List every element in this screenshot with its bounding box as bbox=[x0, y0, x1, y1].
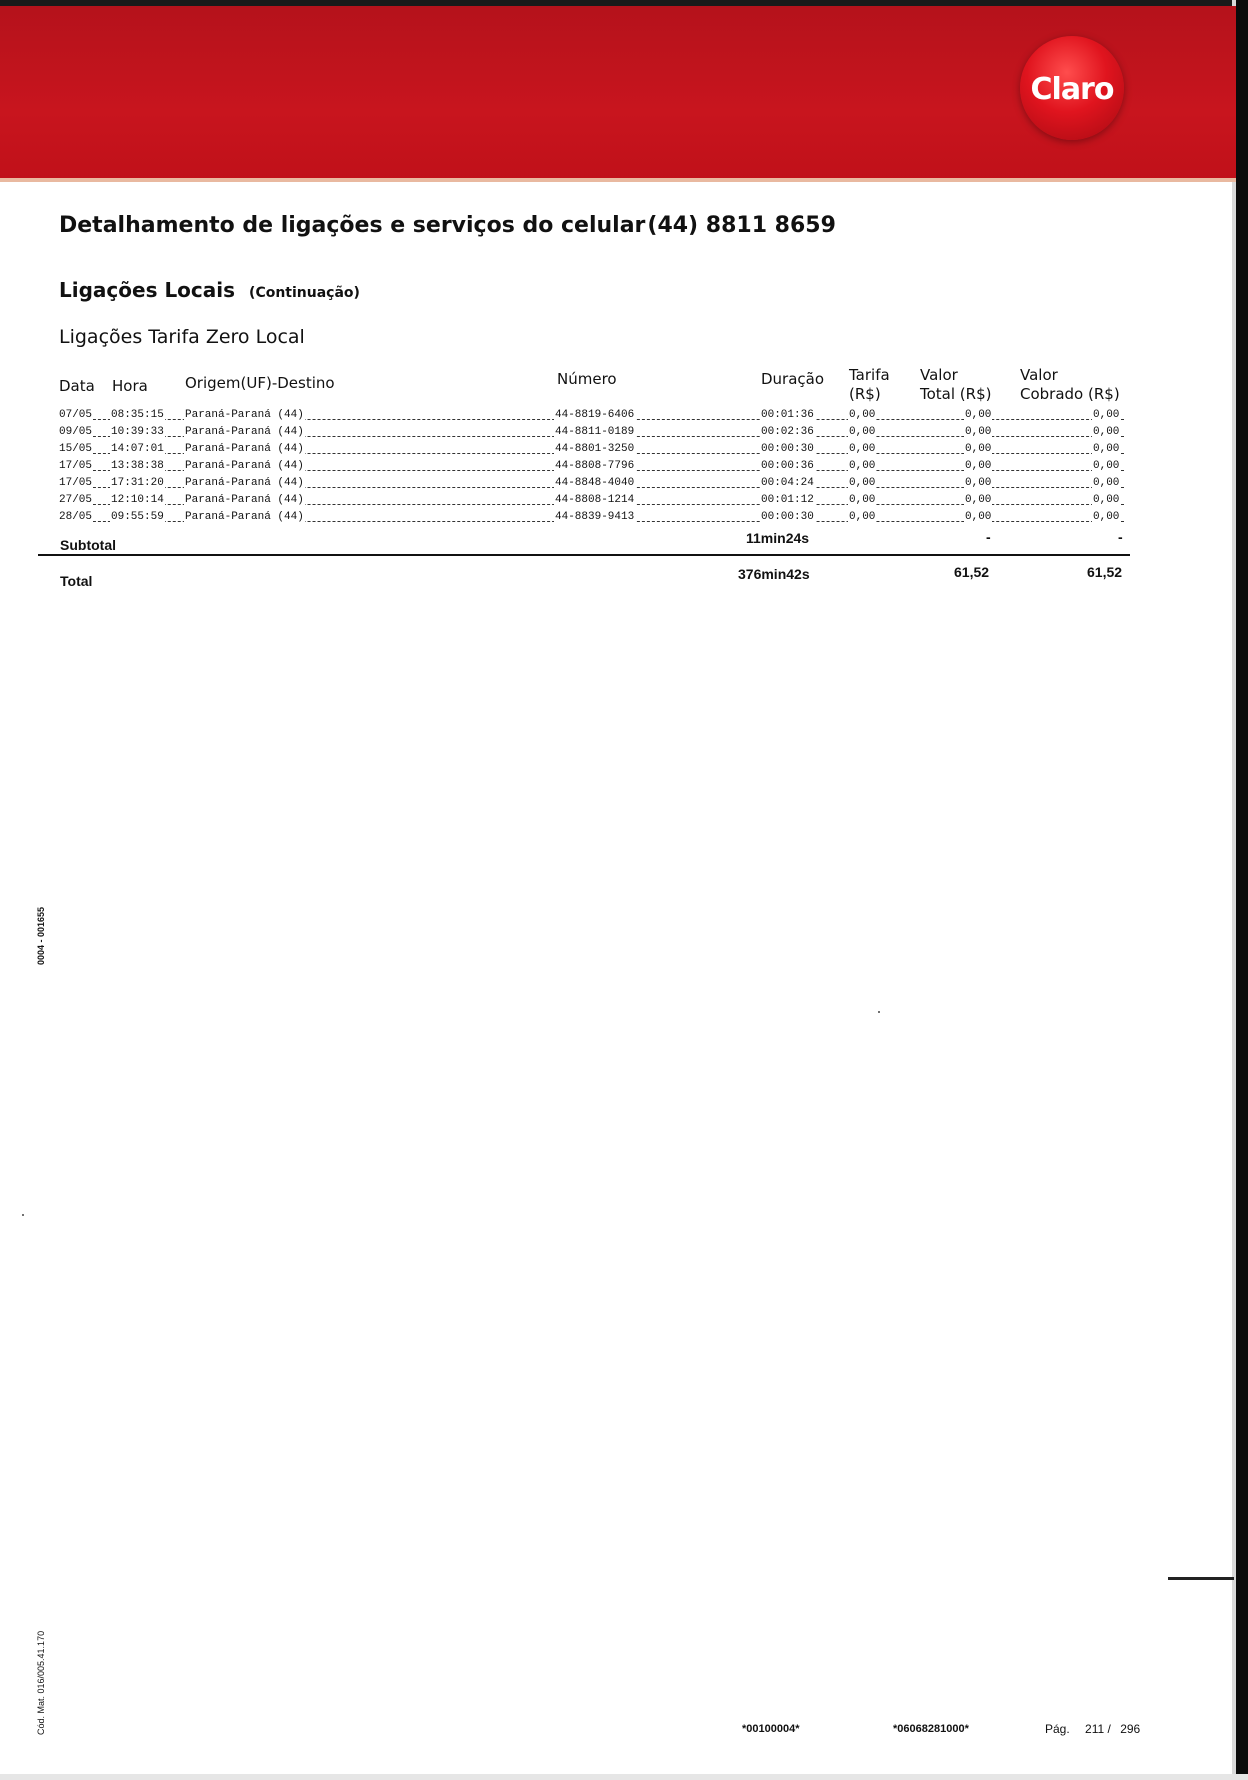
cell-valor-cobrado: 0,00 bbox=[1093, 426, 1120, 438]
cell-numero: 44-8808-1214 bbox=[555, 494, 635, 506]
cell-origem: Paraná-Paraná (44) bbox=[185, 494, 304, 506]
total-valor-total: 61,52 bbox=[954, 564, 990, 580]
cell-numero: 44-8839-9413 bbox=[555, 511, 635, 523]
cell-hora: 09:55:59 bbox=[111, 511, 164, 523]
margin-dash-mark bbox=[1168, 1577, 1234, 1580]
cell-origem: Paraná-Paraná (44) bbox=[185, 477, 304, 489]
cell-hora: 14:07:01 bbox=[111, 443, 164, 455]
cell-origem: Paraná-Paraná (44) bbox=[185, 460, 304, 472]
footer-page-label: Pág. bbox=[1045, 1722, 1070, 1736]
col-header-hora: Hora bbox=[112, 377, 148, 395]
subsection-title: Ligações Tarifa Zero Local bbox=[59, 326, 305, 348]
cell-data: 17/05 bbox=[59, 460, 93, 472]
section-title-text: Ligações Locais bbox=[59, 278, 236, 302]
scan-border-bottom bbox=[0, 1774, 1248, 1780]
cell-hora: 10:39:33 bbox=[111, 426, 164, 438]
footer-code-1: *00100004* bbox=[742, 1723, 800, 1735]
subtotal-valor-cobrado: - bbox=[1118, 529, 1123, 545]
document-phone: (44) 8811 8659 bbox=[647, 213, 836, 238]
table-row bbox=[58, 425, 1124, 441]
section-continuation: (Continuação) bbox=[249, 285, 360, 301]
subtotal-valor-total: - bbox=[986, 529, 991, 545]
footer-page-current: 211 bbox=[1085, 1722, 1105, 1736]
cell-tarifa: 0,00 bbox=[849, 426, 876, 438]
cell-tarifa: 0,00 bbox=[849, 511, 876, 523]
cell-numero: 44-8811-0189 bbox=[555, 426, 635, 438]
cell-origem: Paraná-Paraná (44) bbox=[185, 443, 304, 455]
cell-tarifa: 0,00 bbox=[849, 477, 876, 489]
cell-numero: 44-8808-7796 bbox=[555, 460, 635, 472]
col-header-data: Data bbox=[59, 377, 95, 395]
scan-border-right bbox=[1236, 0, 1248, 1780]
cell-data: 17/05 bbox=[59, 477, 93, 489]
col-header-tarifa-line1: Tarifa bbox=[849, 366, 890, 384]
col-header-valor-total-line1: Valor bbox=[920, 366, 958, 384]
document-title bbox=[59, 213, 836, 238]
table-row bbox=[58, 510, 1124, 526]
col-header-valor-cobrado bbox=[1020, 366, 1120, 404]
side-material-code: Cód. Mat. 016/005.41.170 bbox=[36, 1630, 46, 1735]
scan-border-right-light bbox=[1232, 0, 1236, 1780]
cell-valor-cobrado: 0,00 bbox=[1093, 477, 1120, 489]
col-header-valor-cobrado-line2: Cobrado (R$) bbox=[1020, 385, 1120, 403]
cell-origem: Paraná-Paraná (44) bbox=[185, 409, 304, 421]
cell-tarifa: 0,00 bbox=[849, 460, 876, 472]
col-header-duracao: Duração bbox=[761, 370, 825, 388]
col-header-tarifa-line2: (R$) bbox=[849, 385, 881, 403]
cell-duracao: 00:01:36 bbox=[761, 409, 814, 421]
table-row bbox=[58, 408, 1124, 424]
cell-origem: Paraná-Paraná (44) bbox=[185, 511, 304, 523]
cell-hora: 08:35:15 bbox=[111, 409, 164, 421]
total-divider bbox=[38, 554, 1130, 556]
cell-duracao: 00:00:30 bbox=[761, 443, 814, 455]
section-title bbox=[59, 278, 360, 302]
cell-valor-cobrado: 0,00 bbox=[1093, 511, 1120, 523]
document-title-text: Detalhamento de ligações e serviços do celular bbox=[59, 213, 646, 238]
cell-data: 07/05 bbox=[59, 409, 93, 421]
subtotal-label: Subtotal bbox=[60, 537, 116, 553]
footer-page: Pág. 211 / 296 bbox=[1045, 1722, 1141, 1736]
cell-valor-cobrado: 0,00 bbox=[1093, 494, 1120, 506]
cell-valor-cobrado: 0,00 bbox=[1093, 443, 1120, 455]
col-header-numero: Número bbox=[557, 370, 617, 388]
cell-valor-cobrado: 0,00 bbox=[1093, 409, 1120, 421]
cell-valor-total: 0,00 bbox=[965, 443, 992, 455]
cell-hora: 17:31:20 bbox=[111, 477, 164, 489]
total-label: Total bbox=[60, 573, 93, 589]
cell-data: 27/05 bbox=[59, 494, 93, 506]
cell-valor-total: 0,00 bbox=[965, 409, 992, 421]
cell-hora: 13:38:38 bbox=[111, 460, 164, 472]
cell-duracao: 00:02:36 bbox=[761, 426, 814, 438]
col-header-valor-total-line2: Total (R$) bbox=[920, 385, 992, 403]
cell-valor-total: 0,00 bbox=[965, 511, 992, 523]
total-duracao: 376min42s bbox=[738, 566, 810, 582]
scan-speck bbox=[878, 1011, 880, 1013]
footer-code-2: *06068281000* bbox=[893, 1723, 969, 1735]
total-valor-cobrado: 61,52 bbox=[1087, 564, 1123, 580]
cell-tarifa: 0,00 bbox=[849, 443, 876, 455]
cell-duracao: 00:01:12 bbox=[761, 494, 814, 506]
cell-tarifa: 0,00 bbox=[849, 409, 876, 421]
cell-duracao: 00:00:30 bbox=[761, 511, 814, 523]
cell-data: 09/05 bbox=[59, 426, 93, 438]
cell-numero: 44-8819-6406 bbox=[555, 409, 635, 421]
cell-valor-total: 0,00 bbox=[965, 460, 992, 472]
scan-speck bbox=[22, 1214, 24, 1216]
cell-numero: 44-8801-3250 bbox=[555, 443, 635, 455]
subtotal-duracao: 11min24s bbox=[746, 530, 810, 546]
table-row bbox=[58, 476, 1124, 492]
col-header-valor-total bbox=[920, 366, 991, 404]
footer-page-total: 296 bbox=[1120, 1722, 1141, 1736]
table-row bbox=[58, 442, 1124, 458]
col-header-origem: Origem(UF)-Destino bbox=[185, 374, 335, 392]
cell-duracao: 00:00:36 bbox=[761, 460, 814, 472]
claro-logo-text: Claro bbox=[1030, 72, 1114, 107]
cell-valor-total: 0,00 bbox=[965, 477, 992, 489]
table-row bbox=[58, 493, 1124, 509]
cell-duracao: 00:04:24 bbox=[761, 477, 814, 489]
cell-data: 28/05 bbox=[59, 511, 93, 523]
col-header-tarifa bbox=[849, 366, 890, 404]
cell-numero: 44-8848-4040 bbox=[555, 477, 635, 489]
cell-hora: 12:10:14 bbox=[111, 494, 164, 506]
cell-valor-total: 0,00 bbox=[965, 426, 992, 438]
cell-origem: Paraná-Paraná (44) bbox=[185, 426, 304, 438]
side-document-code: 0004 - 001655 bbox=[36, 906, 46, 965]
cell-valor-cobrado: 0,00 bbox=[1093, 460, 1120, 472]
cell-tarifa: 0,00 bbox=[849, 494, 876, 506]
col-header-valor-cobrado-line1: Valor bbox=[1020, 366, 1058, 384]
cell-valor-total: 0,00 bbox=[965, 494, 992, 506]
header-band-edge bbox=[0, 178, 1236, 182]
cell-data: 15/05 bbox=[59, 443, 93, 455]
table-row bbox=[58, 459, 1124, 475]
